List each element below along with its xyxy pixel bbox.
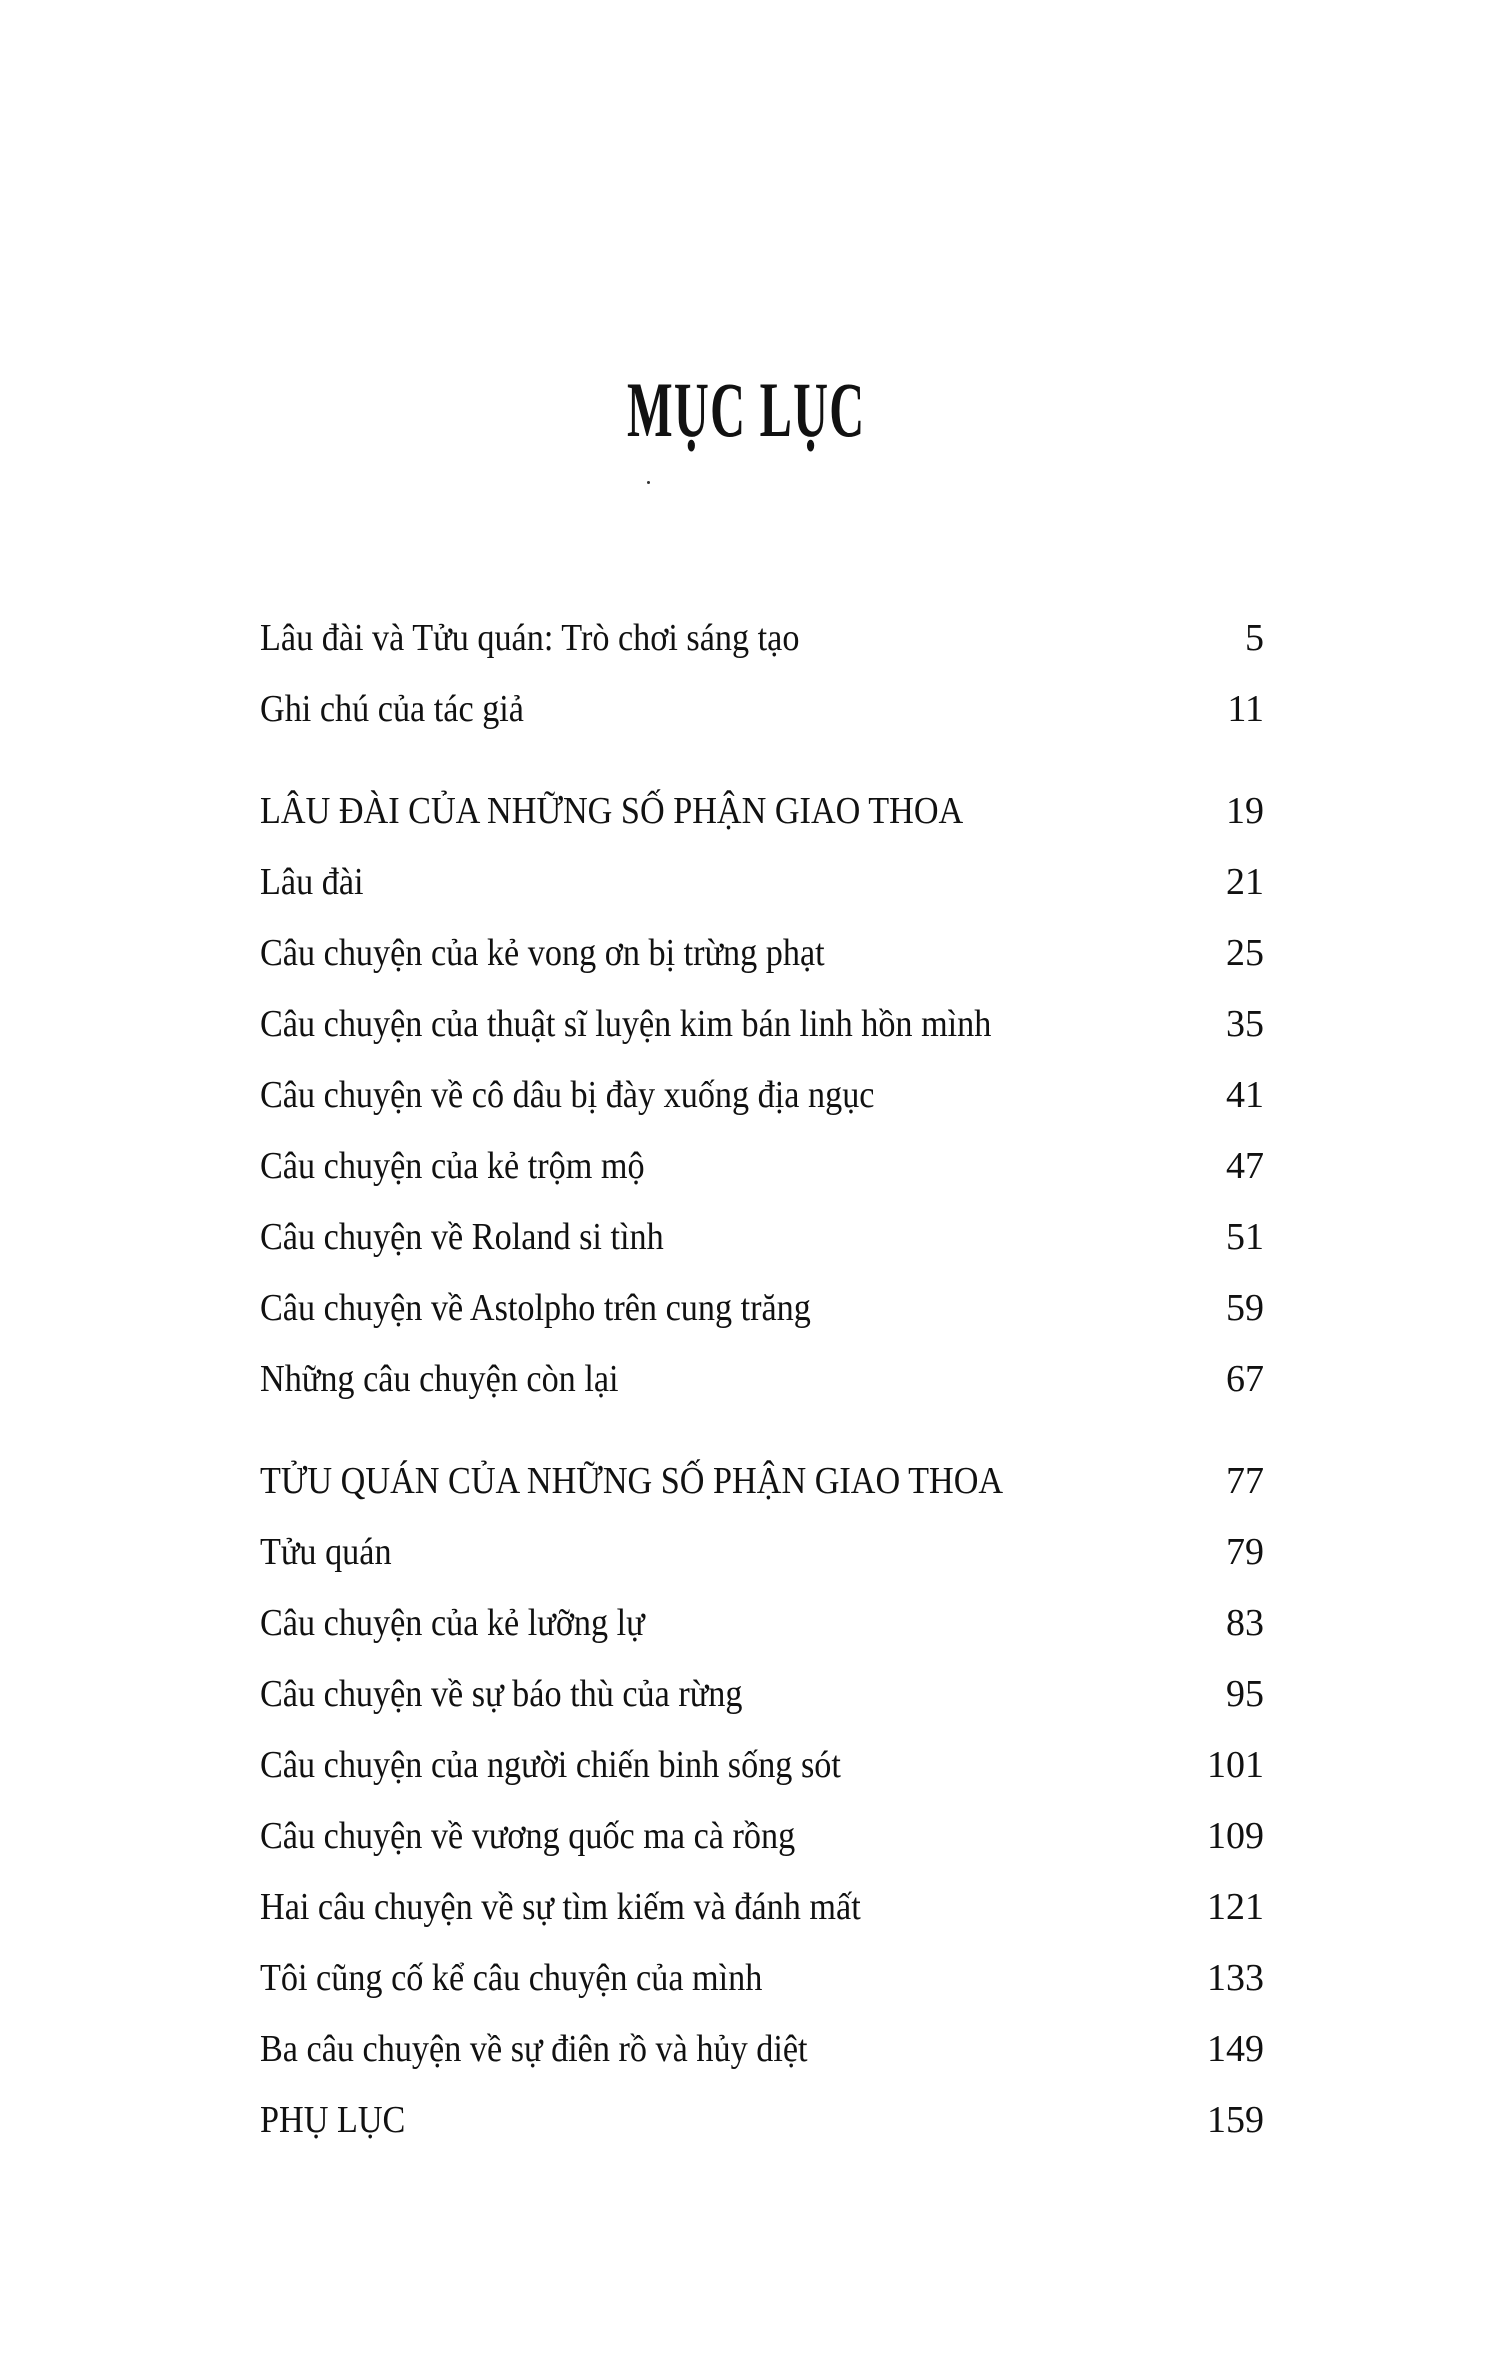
toc-entry	[260, 917, 1264, 988]
toc-entry	[260, 1516, 1264, 1587]
toc-entry-title: Câu chuyện của người chiến binh sống sót	[260, 1743, 841, 1786]
toc-entry-page-number: 21	[1226, 860, 1264, 903]
toc-entry-page-number: 101	[1207, 1743, 1264, 1786]
toc-entry-page-number: 11	[1227, 687, 1264, 730]
toc-entry	[260, 1343, 1264, 1414]
toc-entry	[260, 1587, 1264, 1658]
toc-entry	[260, 1729, 1264, 1800]
toc-entry-title: Câu chuyện về sự báo thù của rừng	[260, 1672, 743, 1715]
toc-entry-title: Ghi chú của tác giả	[260, 687, 524, 730]
toc-entry-page-number: 19	[1226, 789, 1264, 832]
toc-entry-page-number: 41	[1226, 1073, 1264, 1116]
table-of-contents	[260, 602, 1264, 2155]
toc-entry-page-number: 95	[1226, 1672, 1264, 1715]
toc-section-heading	[260, 775, 1264, 846]
toc-entry-title: TỬU QUÁN CỦA NHỮNG SỐ PHẬN GIAO THOA	[260, 1459, 1004, 1502]
toc-entry	[260, 1942, 1264, 2013]
toc-entry-page-number: 67	[1226, 1357, 1264, 1400]
toc-entry	[260, 988, 1264, 1059]
toc-entry-title: Ba câu chuyện về sự điên rồ và hủy diệt	[260, 2027, 808, 2070]
toc-entry-title: Câu chuyện của thuật sĩ luyện kim bán linh hồn mình	[260, 1002, 992, 1045]
toc-entry-page-number: 159	[1207, 2098, 1264, 2141]
toc-entry-title: Lâu đài và Tửu quán: Trò chơi sáng tạo	[260, 616, 800, 659]
title-text: MỤC LỤC	[626, 366, 866, 453]
toc-entry-title: Câu chuyện về cô dâu bị đày xuống địa ngục	[260, 1073, 875, 1116]
toc-entry-page-number: 83	[1226, 1601, 1264, 1644]
toc-entry	[260, 602, 1264, 673]
toc-entry-page-number: 35	[1226, 1002, 1264, 1045]
toc-entry-title: Hai câu chuyện về sự tìm kiếm và đánh mất	[260, 1885, 861, 1928]
page-title	[0, 365, 1492, 455]
toc-entry-page-number: 25	[1226, 931, 1264, 974]
toc-entry-page-number: 5	[1245, 616, 1264, 659]
toc-entry	[260, 1800, 1264, 1871]
toc-entry-title: Câu chuyện của kẻ vong ơn bị trừng phạt	[260, 931, 825, 974]
toc-entry-title: Tôi cũng cố kể câu chuyện của mình	[260, 1956, 763, 1999]
toc-entry	[260, 846, 1264, 917]
toc-entry	[260, 2013, 1264, 2084]
toc-entry	[260, 1201, 1264, 1272]
toc-entry-title: PHỤ LỤC	[260, 2098, 406, 2141]
toc-entry-title: Những câu chuyện còn lại	[260, 1357, 619, 1400]
toc-entry	[260, 1272, 1264, 1343]
toc-entry	[260, 1871, 1264, 1942]
toc-entry-title: Câu chuyện về vương quốc ma cà rồng	[260, 1814, 796, 1857]
toc-entry-title: Tửu quán	[260, 1530, 392, 1573]
toc-entry-page-number: 59	[1226, 1286, 1264, 1329]
toc-entry-page-number: 133	[1207, 1956, 1264, 1999]
toc-entry-title: Lâu đài	[260, 860, 364, 903]
toc-section-heading	[260, 1445, 1264, 1516]
toc-entry	[260, 1059, 1264, 1130]
toc-entry	[260, 673, 1264, 744]
toc-entry	[260, 1130, 1264, 1201]
toc-entry-title: LÂU ĐÀI CỦA NHỮNG SỐ PHẬN GIAO THOA	[260, 789, 964, 832]
toc-entry-page-number: 51	[1226, 1215, 1264, 1258]
toc-entry	[260, 1658, 1264, 1729]
toc-entry-title: Câu chuyện của kẻ lưỡng lự	[260, 1601, 645, 1644]
toc-entry-page-number: 79	[1226, 1530, 1264, 1573]
toc-entry-page-number: 77	[1226, 1459, 1264, 1502]
decorative-dot	[647, 481, 650, 484]
toc-entry	[260, 2084, 1264, 2155]
toc-entry-page-number: 149	[1207, 2027, 1264, 2070]
toc-entry-title: Câu chuyện về Roland si tình	[260, 1215, 664, 1258]
toc-entry-page-number: 109	[1207, 1814, 1264, 1857]
toc-entry-title: Câu chuyện về Astolpho trên cung trăng	[260, 1286, 811, 1329]
toc-entry-page-number: 121	[1207, 1885, 1264, 1928]
toc-entry-title: Câu chuyện của kẻ trộm mộ	[260, 1144, 645, 1187]
toc-entry-page-number: 47	[1226, 1144, 1264, 1187]
